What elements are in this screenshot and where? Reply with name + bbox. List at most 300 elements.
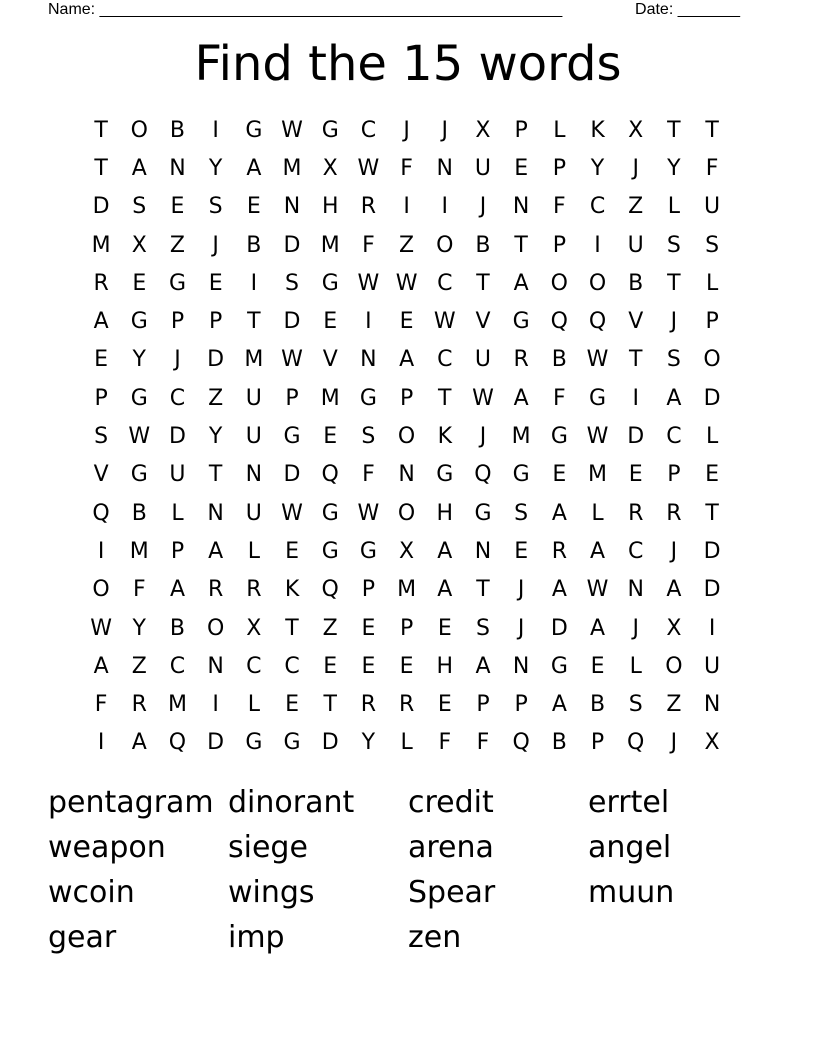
grid-letter: T [285, 615, 299, 641]
grid-letter: O [397, 424, 416, 450]
grid-letter: U [474, 347, 492, 373]
grid-letter: G [321, 117, 339, 143]
grid-letter: B [551, 730, 567, 756]
grid-letter: R [628, 500, 644, 526]
grid-letter: O [92, 577, 110, 603]
grid-letter: X [131, 232, 147, 258]
grid-letter: T [208, 462, 223, 488]
word-list-item: Spear [408, 875, 496, 910]
header-line [48, 0, 740, 20]
grid-letter: G [359, 538, 377, 564]
grid-letter: E [285, 692, 299, 718]
grid-letter: D [283, 232, 301, 258]
grid-letter: F [553, 385, 566, 411]
grid-letter: Y [208, 424, 223, 450]
grid-letter: F [362, 232, 375, 258]
grid-letter: X [628, 117, 644, 143]
grid-letter: J [441, 117, 449, 143]
grid-letter: F [94, 692, 108, 718]
grid-letter: M [282, 155, 302, 181]
grid-letter: C [437, 270, 453, 296]
grid-letter: J [403, 117, 410, 143]
grid-letter: B [628, 270, 644, 296]
grid-letter: L [705, 270, 719, 296]
grid-letter: L [171, 500, 184, 526]
grid-letter: G [283, 424, 301, 450]
grid-letter: M [320, 385, 340, 411]
grid-letter: E [323, 309, 338, 335]
grid-letter: G [283, 730, 301, 756]
grid-letter: P [94, 385, 108, 411]
grid-letter: M [588, 462, 608, 488]
grid-letter: T [705, 117, 719, 143]
grid-letter: I [441, 194, 449, 220]
grid-letter: T [628, 347, 643, 373]
grid-letter: C [360, 117, 377, 143]
grid-letter: R [360, 194, 377, 220]
grid-letter: H [436, 500, 454, 526]
grid-letter: A [131, 155, 147, 181]
grid-letter: Y [667, 155, 681, 181]
grid-letter: R [398, 692, 415, 718]
word-list [48, 780, 768, 960]
word-list-item: wings [228, 875, 315, 910]
grid-letter: O [130, 117, 148, 143]
grid-letter: E [437, 615, 452, 641]
grid-letter: S [666, 347, 681, 373]
grid-letter: U [627, 232, 644, 258]
grid-letter: G [589, 385, 607, 411]
grid-letter: D [321, 730, 339, 756]
grid-letter: C [589, 194, 606, 220]
grid-letter: F [362, 462, 375, 488]
grid-letter: Q [550, 309, 568, 335]
grid-letter: Q [321, 462, 339, 488]
grid-letter: Q [512, 730, 530, 756]
grid-letter: M [244, 347, 264, 373]
grid-letter: X [246, 615, 262, 641]
grid-letter: G [550, 424, 568, 450]
grid-letter: P [361, 577, 376, 603]
word-list-item: credit [408, 785, 494, 820]
grid-letter: L [591, 500, 604, 526]
grid-letter: Z [399, 232, 415, 258]
grid-letter: L [667, 194, 681, 220]
grid-letter: I [212, 692, 219, 718]
grid-letter: F [132, 577, 146, 603]
grid-letter: S [514, 500, 529, 526]
grid-letter: W [281, 500, 303, 526]
grid-letter: P [552, 232, 566, 258]
grid-letter: E [361, 653, 376, 679]
grid-letter: N [245, 462, 263, 488]
grid-letter: W [281, 347, 303, 373]
grid-letter: S [132, 194, 147, 220]
grid-letter: X [666, 615, 682, 641]
grid-letter: E [705, 462, 720, 488]
grid-letter: L [247, 538, 260, 564]
grid-letter: M [397, 577, 417, 603]
grid-letter: N [207, 653, 224, 679]
grid-letter: S [666, 232, 681, 258]
grid-letter: N [169, 155, 186, 181]
grid-letter: I [365, 309, 372, 335]
grid-letter: Y [361, 730, 376, 756]
grid-letter: C [169, 653, 186, 679]
grid-letter: G [436, 462, 454, 488]
grid-letter: D [550, 615, 568, 641]
grid-letter: D [283, 462, 301, 488]
letter-grid [82, 111, 731, 762]
grid-letter: G [550, 653, 568, 679]
grid-letter: F [705, 155, 719, 181]
grid-letter: P [399, 615, 414, 641]
grid-letter: W [586, 577, 609, 603]
grid-letter: D [703, 538, 721, 564]
grid-letter: A [551, 692, 567, 718]
grid-letter: A [666, 577, 682, 603]
grid-letter: J [479, 424, 487, 450]
grid-letter: G [321, 538, 339, 564]
grid-letter: O [665, 653, 683, 679]
grid-letter: S [475, 615, 490, 641]
grid-letter: L [705, 424, 719, 450]
grid-letter: G [130, 309, 148, 335]
grid-letter: G [359, 385, 377, 411]
grid-letter: B [589, 692, 606, 718]
grid-letter: T [323, 692, 337, 718]
grid-letter: A [666, 385, 682, 411]
name-field-label: Name: ____________________________________________________ [48, 1, 563, 18]
grid-letter: O [550, 270, 568, 296]
grid-letter: W [586, 424, 609, 450]
grid-letter: J [517, 615, 525, 641]
grid-letter: I [403, 194, 410, 220]
grid-letter: C [246, 653, 262, 679]
grid-letter: A [399, 347, 415, 373]
grid-letter: S [208, 194, 223, 220]
grid-letter: Q [588, 309, 607, 335]
grid-letter: L [553, 117, 566, 143]
grid-letter: W [357, 500, 380, 526]
grid-letter: K [590, 117, 605, 143]
grid-letter: E [399, 653, 414, 679]
grid-letter: E [628, 462, 643, 488]
grid-letter: E [590, 653, 605, 679]
grid-letter: E [323, 424, 338, 450]
grid-letter: A [590, 615, 606, 641]
grid-letter: D [92, 194, 110, 220]
grid-letter: Q [627, 730, 645, 756]
grid-letter: R [246, 577, 262, 603]
grid-letter: X [475, 117, 491, 143]
grid-letter: T [247, 309, 261, 335]
grid-letter: B [169, 615, 186, 641]
grid-letter: Q [168, 730, 187, 756]
grid-letter: S [628, 692, 643, 718]
grid-letter: V [93, 462, 109, 488]
grid-letter: D [703, 577, 721, 603]
grid-letter: Q [321, 577, 339, 603]
word-list-item: arena [408, 830, 494, 865]
grid-letter: E [208, 270, 223, 296]
grid-letter: B [551, 347, 567, 373]
word-list-item: weapon [48, 830, 166, 865]
grid-letter: K [437, 424, 452, 450]
grid-letter: G [474, 500, 492, 526]
grid-letter: S [705, 232, 720, 258]
grid-letter: H [436, 653, 454, 679]
grid-letter: B [131, 500, 147, 526]
grid-letter: Z [666, 692, 682, 718]
grid-letter: D [703, 385, 721, 411]
grid-letter: E [170, 194, 185, 220]
grid-letter: U [474, 155, 492, 181]
grid-letter: J [174, 347, 181, 373]
grid-letter: N [436, 155, 454, 181]
grid-letter: P [514, 117, 528, 143]
grid-letter: E [514, 155, 529, 181]
grid-letter: J [632, 615, 639, 641]
grid-letter: N [207, 500, 224, 526]
grid-letter: J [632, 155, 639, 181]
grid-letter: N [283, 194, 301, 220]
grid-letter: W [472, 385, 494, 411]
grid-letter: O [206, 615, 225, 641]
grid-letter: C [437, 347, 453, 373]
grid-letter: A [246, 155, 262, 181]
grid-letter: N [627, 577, 644, 603]
grid-letter: E [246, 194, 261, 220]
grid-letter: M [511, 424, 531, 450]
grid-letter: N [360, 347, 377, 373]
word-list-item: imp [228, 920, 285, 955]
grid-letter: Z [169, 232, 185, 258]
grid-letter: T [667, 270, 681, 296]
grid-letter: A [551, 500, 567, 526]
grid-letter: G [245, 730, 263, 756]
grid-letter: R [93, 270, 109, 296]
grid-letter: X [704, 730, 720, 756]
grid-letter: W [128, 424, 151, 450]
grid-letter: P [667, 462, 681, 488]
grid-letter: T [705, 500, 719, 526]
grid-letter: F [438, 730, 452, 756]
grid-letter: A [93, 653, 109, 679]
grid-letter: T [667, 117, 681, 143]
grid-letter: A [513, 385, 529, 411]
grid-letter: E [361, 615, 376, 641]
grid-letter: V [628, 309, 644, 335]
word-list-item: dinorant [228, 785, 355, 820]
grid-letter: Q [474, 462, 492, 488]
grid-letter: O [436, 232, 454, 258]
grid-letter: E [94, 347, 109, 373]
grid-letter: Z [628, 194, 644, 220]
grid-letter: W [90, 615, 112, 641]
grid-letter: A [551, 577, 567, 603]
grid-letter: T [438, 385, 452, 411]
grid-letter: P [476, 692, 490, 718]
grid-letter: B [475, 232, 491, 258]
grid-letter: P [399, 385, 414, 411]
grid-letter: W [395, 270, 418, 296]
grid-letter: R [666, 500, 682, 526]
grid-letter: S [361, 424, 376, 450]
grid-letter: W [433, 309, 456, 335]
grid-letter: W [357, 155, 380, 181]
word-list-item: siege [228, 830, 308, 865]
grid-letter: N [474, 538, 492, 564]
grid-letter: P [170, 538, 185, 564]
grid-letter: G [245, 117, 263, 143]
date-field-label: Date: _______ [635, 1, 740, 18]
grid-letter: I [212, 117, 219, 143]
grid-letter: D [168, 424, 186, 450]
word-list-item: muun [588, 875, 675, 910]
grid-letter: M [91, 232, 111, 258]
grid-letter: E [437, 692, 452, 718]
grid-letter: J [212, 232, 219, 258]
grid-letter: V [322, 347, 338, 373]
grid-letter: P [514, 692, 528, 718]
word-list-item: angel [588, 830, 672, 865]
grid-letter: I [97, 538, 105, 564]
grid-letter: H [321, 194, 339, 220]
grid-letter: E [399, 309, 414, 335]
grid-letter: D [627, 424, 645, 450]
grid-letter: E [323, 653, 338, 679]
grid-letter: E [285, 538, 299, 564]
grid-letter: D [207, 347, 225, 373]
grid-letter: T [94, 117, 108, 143]
grid-letter: F [400, 155, 413, 181]
grid-letter: S [94, 424, 109, 450]
grid-letter: P [705, 309, 719, 335]
grid-letter: U [245, 500, 262, 526]
grid-letter: W [357, 270, 380, 296]
grid-letter: A [93, 309, 109, 335]
grid-letter: U [245, 385, 262, 411]
word-list-item: errtel [588, 785, 670, 820]
grid-letter: A [208, 538, 224, 564]
grid-letter: L [247, 692, 260, 718]
grid-letter: G [168, 270, 186, 296]
grid-letter: R [360, 692, 377, 718]
grid-letter: Z [322, 615, 338, 641]
grid-letter: Y [132, 615, 146, 641]
grid-letter: S [285, 270, 300, 296]
grid-letter: B [169, 117, 186, 143]
grid-letter: R [131, 692, 147, 718]
grid-letter: R [551, 538, 567, 564]
grid-letter: Z [208, 385, 224, 411]
grid-letter: J [670, 538, 678, 564]
grid-letter: F [553, 194, 566, 220]
grid-letter: I [250, 270, 258, 296]
grid-letter: C [284, 653, 300, 679]
grid-letter: G [321, 270, 339, 296]
grid-letter: J [670, 730, 678, 756]
grid-letter: G [130, 385, 148, 411]
grid-letter: M [320, 232, 340, 258]
grid-letter: J [670, 309, 678, 335]
grid-letter: P [170, 309, 185, 335]
grid-letter: Z [131, 653, 147, 679]
word-list-item: gear [48, 920, 117, 955]
grid-letter: A [590, 538, 606, 564]
grid-letter: Y [208, 155, 223, 181]
grid-letter: J [517, 577, 525, 603]
grid-letter: T [476, 270, 490, 296]
grid-letter: K [284, 577, 300, 603]
grid-letter: M [129, 538, 149, 564]
grid-letter: E [132, 270, 147, 296]
grid-letter: I [632, 385, 639, 411]
grid-letter: O [588, 270, 607, 296]
grid-letter: D [283, 309, 301, 335]
grid-letter: V [475, 309, 491, 335]
grid-letter: A [437, 577, 453, 603]
grid-letter: C [628, 538, 644, 564]
grid-letter: Q [92, 500, 110, 526]
grid-letter: C [169, 385, 186, 411]
page-title: Find the 15 words [194, 36, 622, 92]
grid-letter: E [552, 462, 567, 488]
grid-letter: P [285, 385, 299, 411]
grid-letter: E [514, 538, 529, 564]
grid-letter: P [552, 155, 566, 181]
grid-letter: P [209, 309, 223, 335]
grid-letter: A [513, 270, 529, 296]
word-list-item: zen [408, 920, 462, 955]
grid-letter: O [703, 347, 721, 373]
grid-letter: P [590, 730, 605, 756]
grid-letter: A [475, 653, 491, 679]
grid-letter: A [131, 730, 147, 756]
grid-letter: W [586, 347, 609, 373]
grid-letter: L [629, 653, 642, 679]
grid-letter: R [208, 577, 224, 603]
grid-letter: N [703, 692, 721, 718]
word-list-item: pentagram [48, 785, 214, 820]
grid-letter: J [479, 194, 487, 220]
grid-letter: U [169, 462, 186, 488]
grid-letter: I [708, 615, 716, 641]
grid-letter: U [245, 424, 262, 450]
grid-letter: X [399, 538, 415, 564]
grid-letter: D [207, 730, 225, 756]
grid-letter: X [322, 155, 338, 181]
grid-letter: A [169, 577, 185, 603]
word-list-item: wcoin [48, 875, 135, 910]
grid-letter: M [167, 692, 187, 718]
grid-letter: C [666, 424, 682, 450]
grid-letter: N [398, 462, 415, 488]
grid-letter: I [594, 232, 601, 258]
grid-letter: Y [590, 155, 605, 181]
grid-letter: T [94, 155, 108, 181]
grid-letter: T [514, 232, 528, 258]
grid-letter: F [476, 730, 490, 756]
grid-letter: G [512, 309, 530, 335]
grid-letter: R [513, 347, 529, 373]
grid-letter: U [704, 653, 721, 679]
grid-letter: L [400, 730, 413, 756]
grid-letter: O [397, 500, 416, 526]
grid-letter: Y [132, 347, 146, 373]
grid-letter: B [246, 232, 262, 258]
